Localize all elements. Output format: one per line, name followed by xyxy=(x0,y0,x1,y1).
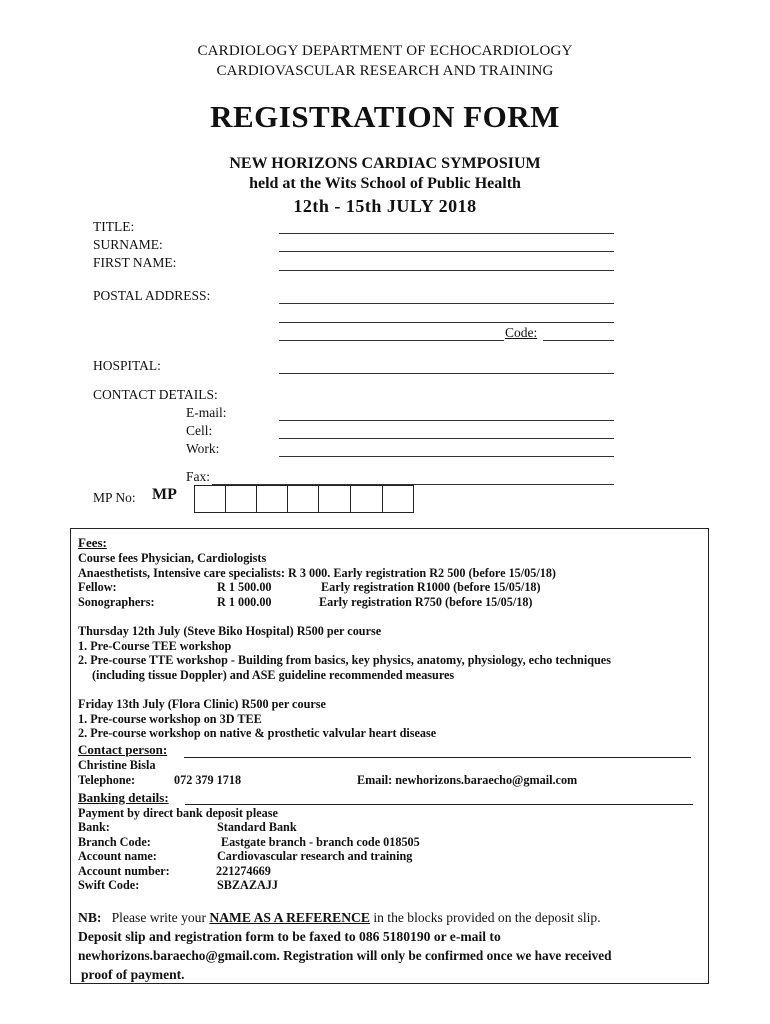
thursday-course-2: 2. Pre-course TTE workshop - Building from basics, key physics, anatomy, physiology, echo techniques xyxy=(78,653,611,667)
banking-intro: Payment by direct bank deposit please xyxy=(78,806,278,820)
friday-course-1: 1. Pre-course workshop on 3D TEE xyxy=(78,712,262,726)
swift-code-value: SBZAZAJJ xyxy=(217,878,278,892)
account-number-label: Account number: xyxy=(78,864,170,878)
nb-label: NB: xyxy=(78,910,102,925)
fellow-fee: R 1 500.00 xyxy=(217,580,272,594)
postal-address-field-3[interactable] xyxy=(279,340,504,341)
firstname-field[interactable] xyxy=(279,270,614,271)
postal-code-label: Code: xyxy=(505,325,538,340)
contact-details-label: CONTACT DETAILS: xyxy=(93,387,218,402)
telephone-value: 072 379 1718 xyxy=(174,773,242,787)
research-line: CARDIOVASCULAR RESEARCH AND TRAINING xyxy=(216,63,554,79)
sonographers-early-fee: Early registration R750 (before 15/05/18) xyxy=(319,595,533,609)
thursday-course-2-detail: (including tissue Doppler) and ASE guideline recommended measures xyxy=(92,668,455,682)
thursday-course-1: 1. Pre-Course TEE workshop xyxy=(78,639,232,653)
email-label: E-mail: xyxy=(186,405,227,420)
postal-address-field-1[interactable] xyxy=(279,303,614,304)
account-name-value: Cardiovascular research and training xyxy=(217,849,413,863)
sonographers-fee: R 1 000.00 xyxy=(217,595,272,609)
fax-label: Fax: xyxy=(186,469,211,484)
cell-label: Cell: xyxy=(186,423,213,438)
nb-text-1: Please write your xyxy=(111,910,210,925)
thursday-heading: Thursday 12th July (Steve Biko Hospital) R500 per course xyxy=(78,624,382,638)
postal-address-field-2[interactable] xyxy=(279,322,614,323)
hospital-field[interactable] xyxy=(279,373,614,374)
deposit-line-3: proof of payment. xyxy=(81,967,185,982)
title-field[interactable] xyxy=(279,233,614,234)
postal-address-label: POSTAL ADDRESS: xyxy=(93,288,211,303)
title-label: TITLE: xyxy=(93,219,135,234)
nb-note xyxy=(78,910,601,926)
deposit-line-1: Deposit slip and registration form to be faxed to 086 5180190 or e-mail to xyxy=(78,929,501,944)
contact-divider xyxy=(184,757,691,758)
hospital-label: HOSPITAL: xyxy=(93,358,161,373)
email-field[interactable] xyxy=(279,420,614,421)
mp-digit-box[interactable] xyxy=(225,485,257,513)
fellow-label: Fellow: xyxy=(78,580,117,594)
nb-text-2: in the blocks provided on the deposit slip. xyxy=(369,910,601,925)
mp-digit-box[interactable] xyxy=(256,485,288,513)
account-number-value: 221274669 xyxy=(216,864,271,878)
firstname-label: FIRST NAME: xyxy=(93,255,177,270)
cell-field[interactable] xyxy=(279,438,614,439)
fees-panel xyxy=(70,528,709,984)
nb-reference: NAME AS A REFERENCE xyxy=(209,910,370,925)
deposit-line-2: newhorizons.baraecho@gmail.com. Registration will only be confirmed once we have received xyxy=(78,948,612,963)
event-name: NEW HORIZONS CARDIAC SYMPOSIUM xyxy=(229,155,541,172)
surname-label: SURNAME: xyxy=(93,237,163,252)
surname-field[interactable] xyxy=(279,251,614,252)
mp-digit-box[interactable] xyxy=(350,485,383,513)
telephone-label: Telephone: xyxy=(78,773,136,787)
contact-name: Christine Bisla xyxy=(78,758,156,772)
fees-heading: Fees: xyxy=(78,535,107,550)
contact-person-heading: Contact person: xyxy=(78,742,168,757)
bank-label: Bank: xyxy=(78,820,110,834)
mp-number-label: MP No: xyxy=(93,490,136,505)
bank-value: Standard Bank xyxy=(217,820,297,834)
account-name-label: Account name: xyxy=(78,849,157,863)
work-label: Work: xyxy=(186,441,220,456)
swift-code-label: Swift Code: xyxy=(78,878,140,892)
postal-code-field[interactable] xyxy=(543,340,614,341)
event-venue: held at the Wits School of Public Health xyxy=(249,175,521,192)
mp-prefix: MP xyxy=(152,486,177,503)
fellow-early-fee: Early registration R1000 (before 15/05/18) xyxy=(321,580,541,594)
fees-specialists-line: Anaesthetists, Intensive care specialists: R 3 000. Early registration R2 500 (before 15/05/18) xyxy=(78,566,556,580)
work-field[interactable] xyxy=(279,456,614,457)
mp-digit-box[interactable] xyxy=(382,485,414,513)
mp-digit-box[interactable] xyxy=(318,485,351,513)
sonographers-label: Sonographers: xyxy=(78,595,155,609)
friday-heading: Friday 13th July (Flora Clinic) R500 per course xyxy=(78,697,326,711)
fees-physician-line: Course fees Physician, Cardiologists xyxy=(78,551,267,565)
branch-code-label: Branch Code: xyxy=(78,835,151,849)
contact-email: Email: newhorizons.baraecho@gmail.com xyxy=(357,773,578,787)
banking-divider xyxy=(185,804,693,805)
mp-digit-box[interactable] xyxy=(287,485,319,513)
mp-digit-box[interactable] xyxy=(194,485,226,513)
banking-heading: Banking details: xyxy=(78,790,169,805)
page-title: REGISTRATION FORM xyxy=(210,99,560,134)
event-dates: 12th - 15th JULY 2018 xyxy=(293,196,477,216)
friday-course-2: 2. Pre-course workshop on native & prosthetic valvular heart disease xyxy=(78,726,437,740)
branch-code-value: Eastgate branch - branch code 018505 xyxy=(221,835,420,849)
department-line: CARDIOLOGY DEPARTMENT OF ECHOCARDIOLOGY xyxy=(197,43,573,59)
